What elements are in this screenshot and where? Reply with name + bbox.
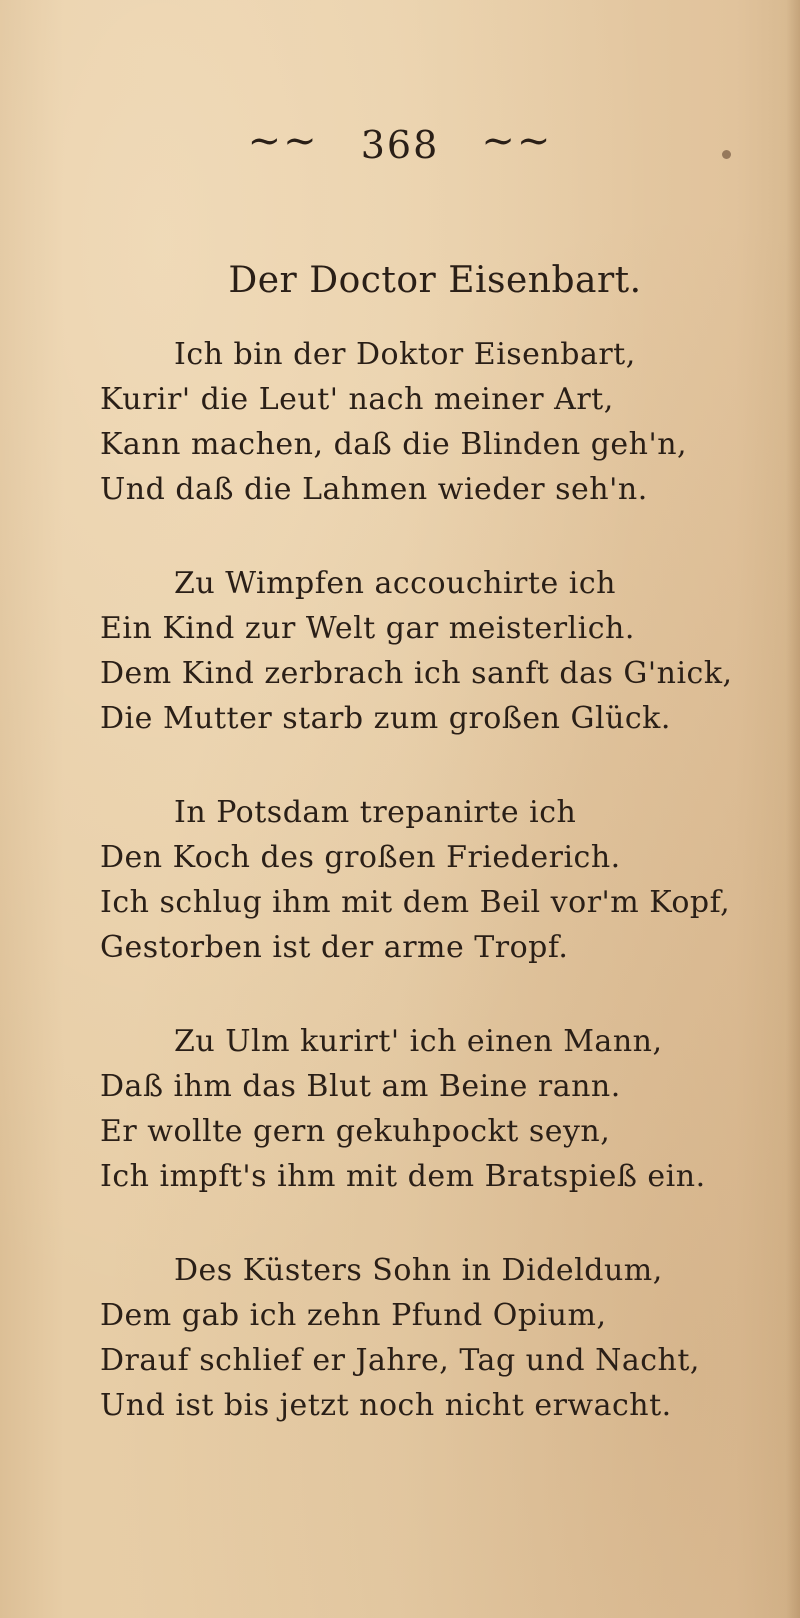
verse-line: Daß ihm das Blut am Beine rann. (100, 1069, 621, 1104)
verse-line: Ich impft's ihm mit dem Bratspieß ein. (100, 1159, 706, 1194)
verse-line: Ich bin der Doktor Eisenbart, (174, 337, 636, 372)
verse-line: Und ist bis jetzt noch nicht erwacht. (100, 1388, 672, 1423)
verse-line: Den Koch des großen Friederich. (100, 840, 621, 875)
verse-line: Und daß die Lahmen wieder seh'n. (100, 472, 648, 507)
poem-title: Der Doctor Eisenbart. (228, 260, 642, 301)
verse-line: Dem gab ich zehn Pfund Opium, (100, 1298, 607, 1333)
verse-line: Ich schlug ihm mit dem Beil vor'm Kopf, (100, 885, 731, 920)
verse-line: Drauf schlief er Jahre, Tag und Nacht, (100, 1343, 700, 1378)
page-header (0, 118, 800, 167)
stanza-5 (100, 1248, 740, 1428)
verse-line: Dem Kind zerbrach ich sanft das G'nick, (100, 656, 733, 691)
page-number: 368 (360, 123, 440, 167)
stanza-1 (100, 332, 740, 512)
stanza-3 (100, 790, 740, 970)
verse-line: Zu Ulm kurirt' ich einen Mann, (174, 1024, 663, 1059)
verse-line: Zu Wimpfen accouchirte ich (174, 566, 616, 601)
poem-body (100, 332, 740, 1477)
verse-line: Gestorben ist der arme Tropf. (100, 930, 569, 965)
verse-line: Er wollte gern gekuhpockt seyn, (100, 1114, 611, 1149)
verse-line: Kann machen, daß die Blinden geh'n, (100, 427, 688, 462)
verse-line: Des Küsters Sohn in Dideldum, (174, 1253, 663, 1288)
stanza-2 (100, 561, 740, 741)
header-ornament-right: ~~ (481, 118, 553, 164)
stanza-4 (100, 1019, 740, 1199)
page-edge-shadow (786, 0, 800, 1618)
verse-line: Die Mutter starb zum großen Glück. (100, 701, 671, 736)
verse-line: In Potsdam trepanirte ich (174, 795, 577, 830)
verse-line: Kurir' die Leut' nach meiner Art, (100, 382, 614, 417)
header-ornament-left: ~~ (247, 118, 319, 164)
verse-line: Ein Kind zur Welt gar meisterlich. (100, 611, 635, 646)
